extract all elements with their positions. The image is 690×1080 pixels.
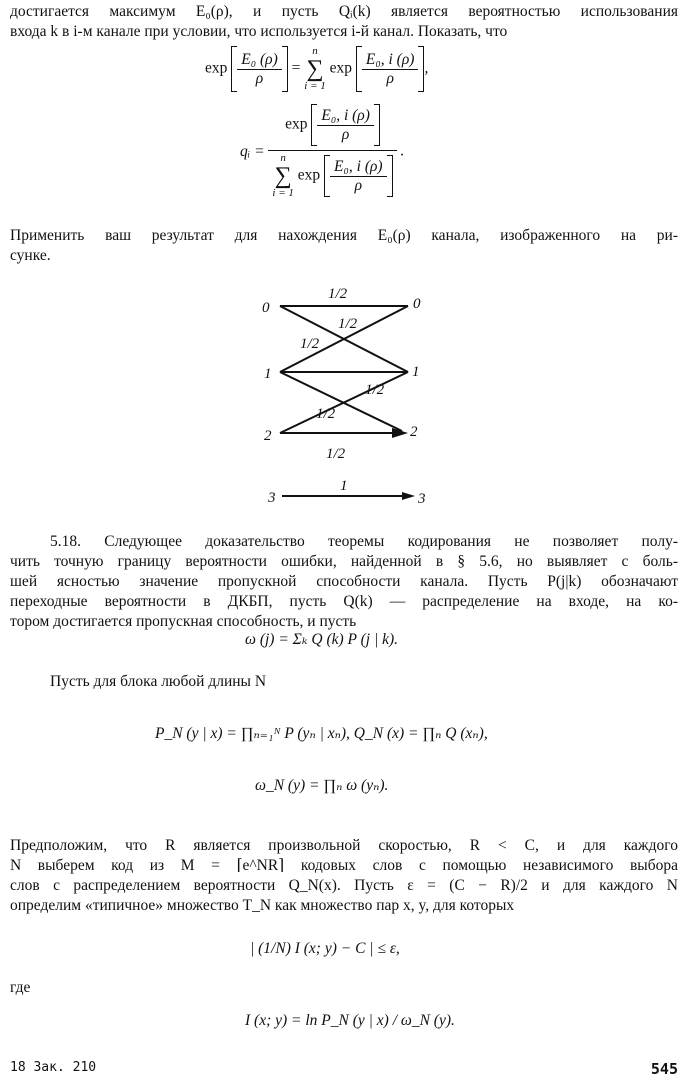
edge-1-2 xyxy=(280,372,402,431)
node-right-2: 2 xyxy=(410,424,418,440)
text-suppose-2: N выберем код из M = ⌈e^NR⌉ кодовых слов с помощью независимого выбора xyxy=(10,857,678,874)
node-right-1: 1 xyxy=(412,364,420,380)
node-left-1: 1 xyxy=(264,366,272,382)
edge-label-0-0: 1/2 xyxy=(328,286,348,302)
formula-omega-j: ω (j) = Σₖ Q (k) P (j | k). xyxy=(245,631,399,648)
text-suppose-1: Предположим, что R является произвольной скоростью, R < C, и для каждого xyxy=(10,837,678,854)
channel-diagram xyxy=(250,278,450,508)
formula-info-density: I (x; y) = ln P_N (y | x) / ω_N (y). xyxy=(245,1012,455,1029)
text-suppose-4: определим «типичное» множество T_N как множество пар x, y, для которых xyxy=(10,897,515,914)
node-right-0: 0 xyxy=(413,296,421,312)
edge-label-1-1: 1/2 xyxy=(365,382,385,398)
formula-exp-sum: exp $\frac{\text{E₀ (ρ)}}{\rho}$ = n ∑ i = 1 exp $\frac{\text{E₀, i (ρ)}}{\rho}$ , xyxy=(205,45,429,92)
text-518-5: тором достигается пропускная способность, и пусть xyxy=(10,613,357,630)
edge-label-3-3: 1 xyxy=(340,478,348,494)
text-line-2: входа k в i-м канале при условии, что используется i-й канал. Показать, что xyxy=(10,23,508,40)
edge-label-1-0: 1/2 xyxy=(300,336,320,352)
text-518-2: чить точную границу вероятности ошибки, найденной в § 5.6, но выявляет с боль- xyxy=(10,553,678,570)
text-gde: где xyxy=(10,979,31,996)
footer-print-mark: 18 Зак. 210 xyxy=(10,1060,97,1075)
node-right-3: 3 xyxy=(418,491,426,507)
text-suppose-3: слов с распределением вероятности Q_N(x). Пусть ε = (C − R)/2 и для каждого N xyxy=(10,877,678,894)
node-left-0: 0 xyxy=(262,300,270,316)
edge-label-0-1: 1/2 xyxy=(338,316,358,332)
arrow-3-3 xyxy=(402,492,415,500)
text-block-length: Пусть для блока любой длины N xyxy=(50,673,267,690)
formula-typical-set: | (1/N) I (x; y) − C | ≤ ε, xyxy=(250,940,400,957)
text-518-1: 5.18. Следующее доказательство теоремы кодирования не позволяет полу- xyxy=(50,533,678,550)
node-left-2: 2 xyxy=(264,428,272,444)
formula-omega-n: ω_N (y) = ∏ₙ ω (yₙ). xyxy=(255,777,389,794)
formula-q-i: qᵢ = exp $\frac{\text{E₀, i (ρ)}}{\rho}$ n ∑ i = 1 exp $\frac{\text{E₀, i (ρ)}}{\rho}$ . xyxy=(240,104,404,199)
text-line-1: достигается максимум E₀(ρ), и пусть Qᵢ(k) является вероятностью использования xyxy=(10,3,678,20)
edge-label-2-1: 1/2 xyxy=(316,406,336,422)
formula-p-n-q-n: P_N (y | x) = ∏ₙ₌₁ᴺ P (yₙ | xₙ), Q_N (x) = ∏ₙ Q (xₙ), xyxy=(155,725,488,742)
text-apply-1: Применить ваш результат для нахождения E₀(ρ) канала, изображенного на ри- xyxy=(10,227,678,244)
edge-label-2-2: 1/2 xyxy=(326,446,346,462)
text-apply-2: сунке. xyxy=(10,247,51,264)
text-518-3: шей ясностью значение пропускной способности канала. Пусть P(j|k) обозначают xyxy=(10,573,678,590)
text-518-4: переходные вероятности в ДКБП, пусть Q(k) — распределение на входе, на ко- xyxy=(10,593,678,610)
node-left-3: 3 xyxy=(268,490,276,506)
page-number: 545 xyxy=(650,1060,678,1078)
